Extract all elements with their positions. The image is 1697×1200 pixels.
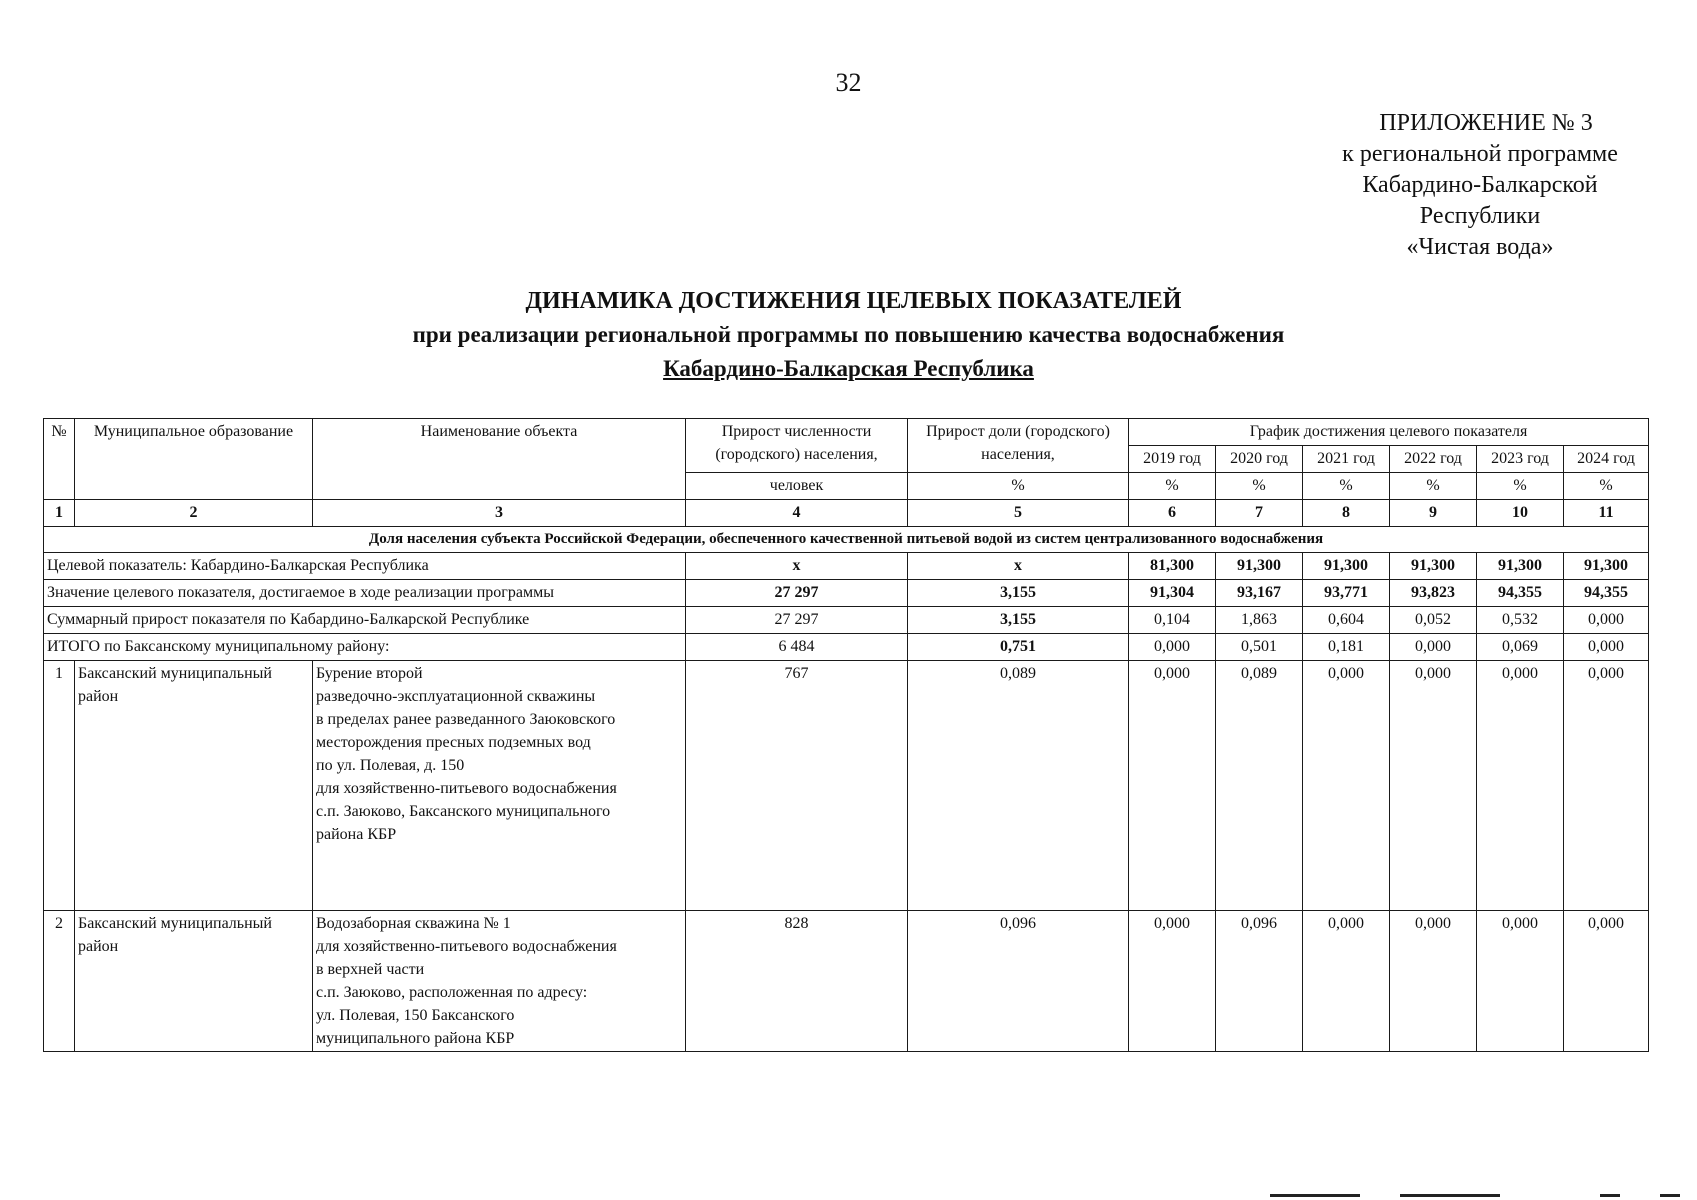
header-schedule: График достижения целевого показателя — [1129, 419, 1649, 446]
header-year-unit: % — [1216, 472, 1303, 499]
appendix-line-1: к региональной программе — [1342, 141, 1618, 167]
header-no: № — [44, 419, 75, 500]
summary-year-value: 0,104 — [1129, 607, 1216, 634]
header-year-unit: % — [1390, 472, 1477, 499]
row-pop: 767 — [686, 661, 908, 911]
summary-label: Целевой показатель: Кабардино-Балкарская Республика — [44, 553, 686, 580]
header-object: Наименование объекта — [313, 419, 686, 500]
column-number: 8 — [1303, 499, 1390, 526]
row-year-value: 0,089 — [1216, 661, 1303, 911]
summary-pop: 27 297 — [686, 580, 908, 607]
summary-year-value: 0,052 — [1390, 607, 1477, 634]
row-share: 0,089 — [908, 661, 1129, 911]
column-number: 6 — [1129, 499, 1216, 526]
summary-year-value: 1,863 — [1216, 607, 1303, 634]
table-row — [44, 911, 1649, 1052]
summary-label: Суммарный прирост показателя по Кабардино-Балкарской Республике — [44, 607, 686, 634]
summary-year-value: 0,181 — [1303, 634, 1390, 661]
summary-year-value: 91,300 — [1564, 553, 1649, 580]
appendix-line-3: Республики — [1419, 203, 1541, 229]
header-pop-growth: Прирост численности (городского) населения, — [686, 419, 908, 473]
heading-line-3: Кабардино-Балкарская Республика — [663, 356, 1034, 381]
header-pop-unit: человек — [686, 472, 908, 499]
summary-year-value: 94,355 — [1477, 580, 1564, 607]
column-number: 9 — [1390, 499, 1477, 526]
summary-label: Значение целевого показателя, достигаемое в ходе реализации программы — [44, 580, 686, 607]
header-municipality: Муниципальное образование — [75, 419, 313, 500]
header-row-1 — [44, 419, 1649, 446]
summary-year-value: 0,501 — [1216, 634, 1303, 661]
row-year-value: 0,000 — [1303, 911, 1390, 1052]
summary-year-value: 0,000 — [1564, 607, 1649, 634]
summary-share: 3,155 — [908, 607, 1129, 634]
row-municipality: Баксанский муниципальный район — [75, 911, 313, 1052]
row-year-value: 0,000 — [1564, 661, 1649, 911]
heading-line-2: при реализации региональной программы по повышению качества водоснабжения — [412, 322, 1285, 347]
section-title: Доля населения субъекта Российской Федерации, обеспеченного качественной питьевой водой из систем централизованного водоснабжения — [44, 526, 1649, 553]
row-number: 2 — [44, 911, 75, 1052]
summary-share: 0,751 — [908, 634, 1129, 661]
table-row — [44, 661, 1649, 911]
column-number: 1 — [44, 499, 75, 526]
column-number: 7 — [1216, 499, 1303, 526]
row-pop: 828 — [686, 911, 908, 1052]
summary-year-value: 81,300 — [1129, 553, 1216, 580]
row-year-value: 0,000 — [1564, 911, 1649, 1052]
column-number: 11 — [1564, 499, 1649, 526]
heading-line-1: ДИНАМИКА ДОСТИЖЕНИЯ ЦЕЛЕВЫХ ПОКАЗАТЕЛЕЙ — [525, 288, 1182, 314]
summary-year-value: 0,069 — [1477, 634, 1564, 661]
header-year: 2021 год — [1303, 445, 1390, 472]
header-year: 2023 год — [1477, 445, 1564, 472]
summary-label: ИТОГО по Баксанскому муниципальному району: — [44, 634, 686, 661]
summary-year-value: 93,823 — [1390, 580, 1477, 607]
summary-pop: 27 297 — [686, 607, 908, 634]
header-year: 2022 год — [1390, 445, 1477, 472]
row-year-value: 0,000 — [1390, 911, 1477, 1052]
row-year-value: 0,096 — [1216, 911, 1303, 1052]
footer-mark — [1400, 1194, 1500, 1197]
column-number: 5 — [908, 499, 1129, 526]
summary-row — [44, 607, 1649, 634]
summary-share: 3,155 — [908, 580, 1129, 607]
summary-year-value: 91,300 — [1216, 553, 1303, 580]
row-year-value: 0,000 — [1477, 911, 1564, 1052]
footer-marks — [0, 1190, 1697, 1200]
section-row — [44, 526, 1649, 553]
column-number-row — [44, 499, 1649, 526]
appendix-line-4: «Чистая вода» — [1406, 234, 1554, 260]
row-year-value: 0,000 — [1129, 661, 1216, 911]
page-number: 32 — [835, 68, 862, 97]
summary-share: x — [908, 553, 1129, 580]
header-year-unit: % — [1129, 472, 1216, 499]
summary-row — [44, 634, 1649, 661]
summary-year-value: 93,167 — [1216, 580, 1303, 607]
row-object: Водозаборная скважина № 1 для хозяйственно-питьевого водоснабжения в верхней части с.п. Заюково, расположенная по адресу: ул. Полевая, 150 Баксанского муниципального района КБР — [313, 911, 686, 1052]
appendix-title: ПРИЛОЖЕНИЕ № 3 — [1379, 110, 1593, 136]
footer-mark — [1660, 1194, 1680, 1197]
header-year: 2020 год — [1216, 445, 1303, 472]
header-share-growth: Прирост доли (городского) населения, — [908, 419, 1129, 473]
summary-year-value: 0,000 — [1390, 634, 1477, 661]
row-share: 0,096 — [908, 911, 1129, 1052]
summary-row — [44, 580, 1649, 607]
document-heading — [0, 284, 1697, 386]
summary-year-value: 0,000 — [1564, 634, 1649, 661]
summary-year-value: 0,000 — [1129, 634, 1216, 661]
appendix-block — [1280, 108, 1680, 263]
summary-pop: x — [686, 553, 908, 580]
row-year-value: 0,000 — [1477, 661, 1564, 911]
header-year-unit: % — [1303, 472, 1390, 499]
column-number: 3 — [313, 499, 686, 526]
footer-mark — [1600, 1194, 1620, 1197]
indicators-table — [43, 418, 1649, 1052]
column-number: 2 — [75, 499, 313, 526]
summary-year-value: 94,355 — [1564, 580, 1649, 607]
header-year: 2024 год — [1564, 445, 1649, 472]
summary-year-value: 91,304 — [1129, 580, 1216, 607]
summary-year-value: 0,532 — [1477, 607, 1564, 634]
column-number: 4 — [686, 499, 908, 526]
appendix-line-2: Кабардино-Балкарской — [1362, 172, 1598, 198]
header-year-unit: % — [1564, 472, 1649, 499]
row-number: 1 — [44, 661, 75, 911]
row-municipality: Баксанский муниципальный район — [75, 661, 313, 911]
footer-mark — [1270, 1194, 1360, 1197]
header-year-unit: % — [1477, 472, 1564, 499]
summary-pop: 6 484 — [686, 634, 908, 661]
row-year-value: 0,000 — [1390, 661, 1477, 911]
summary-row — [44, 553, 1649, 580]
summary-year-value: 91,300 — [1303, 553, 1390, 580]
summary-year-value: 0,604 — [1303, 607, 1390, 634]
row-year-value: 0,000 — [1303, 661, 1390, 911]
row-year-value: 0,000 — [1129, 911, 1216, 1052]
row-object: Бурение второй разведочно-эксплуатационной скважины в пределах ранее разведанного Заюковского месторождения пресных подземных вод по ул. Полевая, д. 150 для хозяйственно-питьевого водоснабжения с.п. Заюково, Баксанского муниципального района КБР — [313, 661, 686, 911]
column-number: 10 — [1477, 499, 1564, 526]
header-year: 2019 год — [1129, 445, 1216, 472]
summary-year-value: 91,300 — [1477, 553, 1564, 580]
summary-year-value: 91,300 — [1390, 553, 1477, 580]
header-share-unit: % — [908, 472, 1129, 499]
summary-year-value: 93,771 — [1303, 580, 1390, 607]
